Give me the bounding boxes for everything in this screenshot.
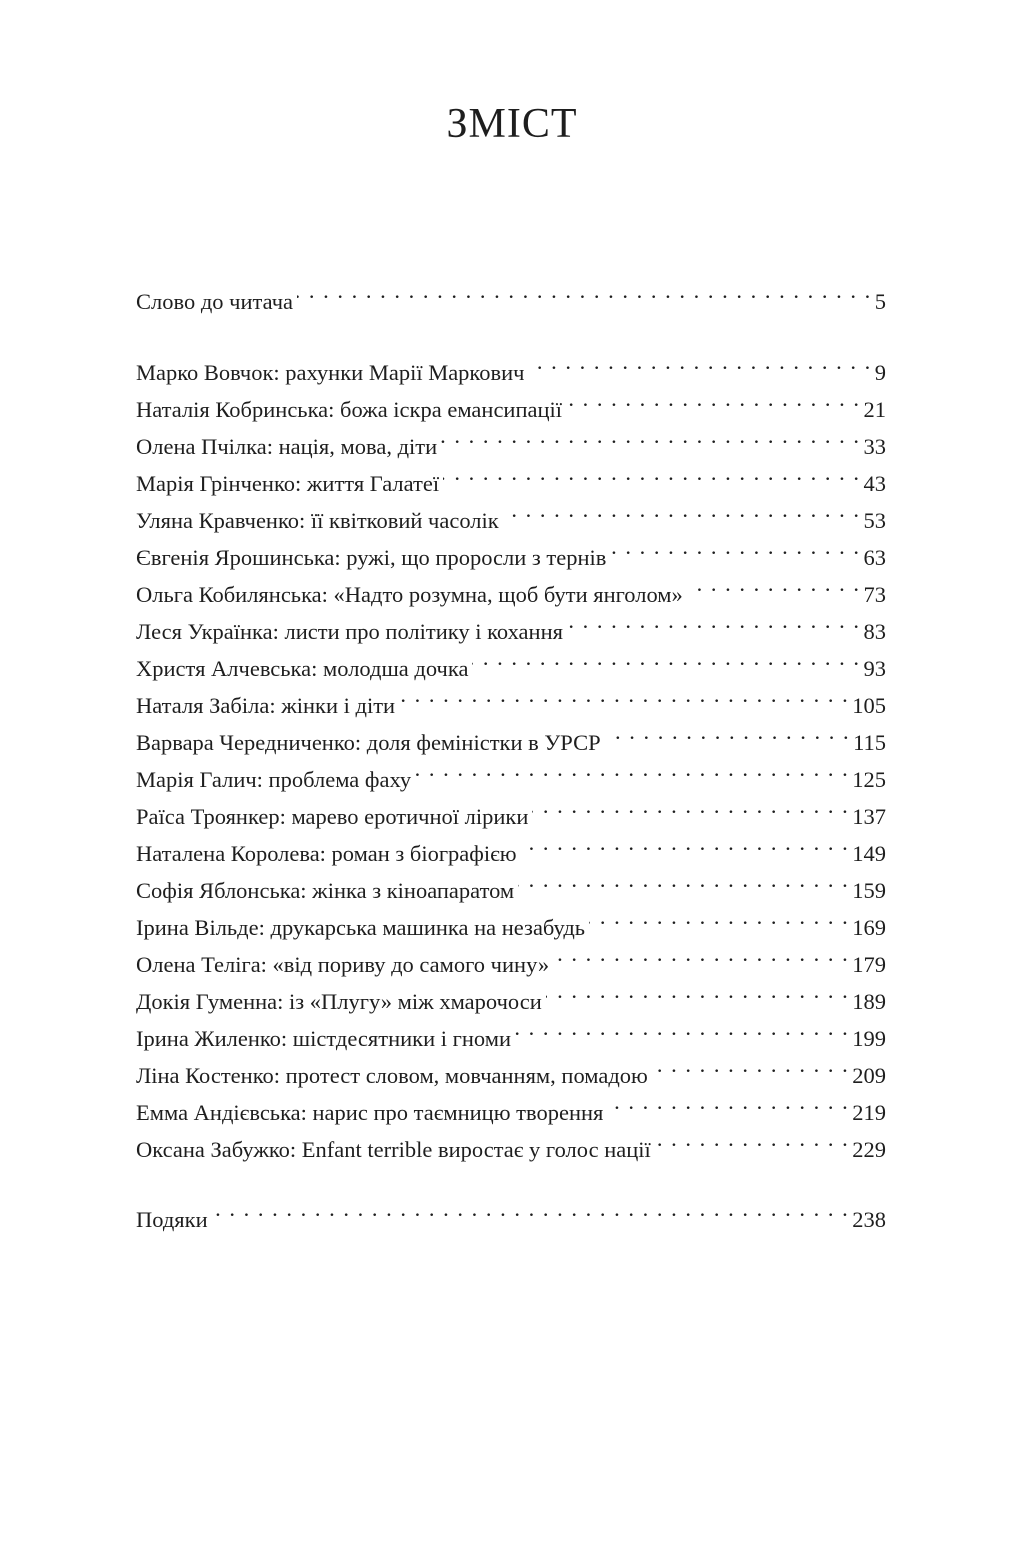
dot-leader (687, 565, 861, 602)
toc-entry-label: Ольга Кобилянська: «Надто розумна, щоб бути янголом» (136, 582, 683, 607)
toc-entry-page: 9 (874, 360, 886, 385)
dot-leader (503, 491, 861, 528)
dot-leader (655, 1120, 849, 1157)
dot-leader (566, 380, 860, 417)
dot-leader (521, 824, 850, 861)
dot-leader (610, 528, 860, 565)
toc-entry-intro (136, 272, 886, 314)
toc-entry-label: Марко Вовчок: рахунки Марії Маркович (136, 360, 525, 385)
toc-entry-page: 115 (853, 730, 886, 755)
toc-entry-page: 53 (863, 508, 886, 533)
toc-entry-page: 5 (874, 289, 886, 314)
toc-entry-label: Софія Яблонська: жінка з кіноапаратом (136, 878, 515, 903)
toc-entry-label: Наталя Забіла: жінки і діти (136, 693, 396, 718)
dot-leader (652, 1046, 849, 1083)
toc-entry-label: Раїса Троянкер: марево еротичної лірики (136, 804, 529, 829)
toc-entry (136, 343, 886, 385)
toc-entry-label: Слово до читача (136, 289, 294, 314)
toc-entry-page: 21 (863, 397, 886, 422)
toc-entry-page: 229 (852, 1137, 886, 1162)
toc-entry-page: 105 (852, 693, 886, 718)
toc-entry-label: Ірина Вільде: друкарська машинка на незабудь (136, 915, 586, 940)
toc-entry-label: Олена Пчілка: нація, мова, діти (136, 434, 438, 459)
toc-entry-page: 159 (852, 878, 886, 903)
dot-leader (528, 343, 871, 380)
toc-entry-label: Ірина Жиленко: шістдесятники і гноми (136, 1026, 511, 1051)
toc-entry-page: 33 (863, 434, 886, 459)
toc-entry-label: Наталена Королева: роман з біографією (136, 841, 517, 866)
dot-leader (515, 1009, 849, 1046)
dot-leader (443, 454, 860, 491)
dot-leader (589, 898, 849, 935)
toc-entry-page: 43 (863, 471, 886, 496)
dot-leader (472, 639, 860, 676)
toc-entry-page: 83 (863, 619, 886, 644)
dot-leader (605, 713, 850, 750)
toc-entry-label: Олена Теліга: «від пориву до самого чину» (136, 952, 550, 977)
toc-entry-label: Подяки (136, 1207, 208, 1232)
toc-entry-page: 189 (852, 989, 886, 1014)
page-title: ЗМІСТ (446, 101, 578, 147)
dot-leader (567, 602, 861, 639)
toc-entry-page: 73 (863, 582, 886, 607)
dot-leader (415, 750, 849, 787)
toc-acknowledgements-section (136, 1190, 886, 1232)
toc-entry-acknowledgements (136, 1190, 886, 1232)
toc-entry-page: 125 (852, 767, 886, 792)
toc-entry-page: 63 (863, 545, 886, 570)
dot-leader (607, 1083, 849, 1120)
toc-entry-label: Варвара Чередниченко: доля феміністки в УРСР (136, 730, 601, 755)
toc-entry-label: Христя Алчевська: молодша дочка (136, 656, 469, 681)
toc-entry-page: 179 (852, 952, 886, 977)
dot-leader (532, 787, 849, 824)
toc-entry-label: Марія Грінченко: життя Галатеї (136, 471, 440, 496)
toc-intro-section (136, 272, 886, 314)
toc-entry-page: 238 (852, 1207, 886, 1232)
dot-leader (518, 861, 849, 898)
toc-entry-page: 169 (852, 915, 886, 940)
dot-leader (441, 417, 860, 454)
toc-entry-page: 149 (852, 841, 886, 866)
toc-entry-label: Леся Українка: листи про політику і кохання (136, 619, 563, 644)
toc-entry-page: 137 (852, 804, 886, 829)
toc-entry-label: Ліна Костенко: протест словом, мовчанням, помадою (136, 1063, 648, 1088)
dot-leader (399, 676, 849, 713)
toc-entry-page: 219 (852, 1100, 886, 1125)
toc-entry-label: Уляна Кравченко: її квітковий часолік (136, 508, 499, 533)
toc-entry-page: 93 (863, 656, 886, 681)
toc-entry-label: Емма Андієвська: нарис про таємницю творення (136, 1100, 604, 1125)
toc-chapter-list (136, 343, 886, 1162)
toc-entry-page: 209 (852, 1063, 886, 1088)
dot-leader (546, 972, 850, 1009)
dot-leader (212, 1190, 850, 1227)
toc-entry-label: Оксана Забужко: Enfant terrible виростає у голос нації (136, 1137, 651, 1162)
toc-entry-label: Євгенія Ярошинська: ружі, що проросли з тернів (136, 545, 607, 570)
toc-entry-label: Марія Галич: проблема фаху (136, 767, 412, 792)
toc-entry-label: Докія Гуменна: із «Плугу» між хмарочоси (136, 989, 542, 1014)
dot-leader (553, 935, 849, 972)
toc-entry-label: Наталія Кобринська: божа іскра емансипації (136, 397, 563, 422)
dot-leader (297, 272, 872, 309)
toc-entry-page: 199 (852, 1026, 886, 1051)
